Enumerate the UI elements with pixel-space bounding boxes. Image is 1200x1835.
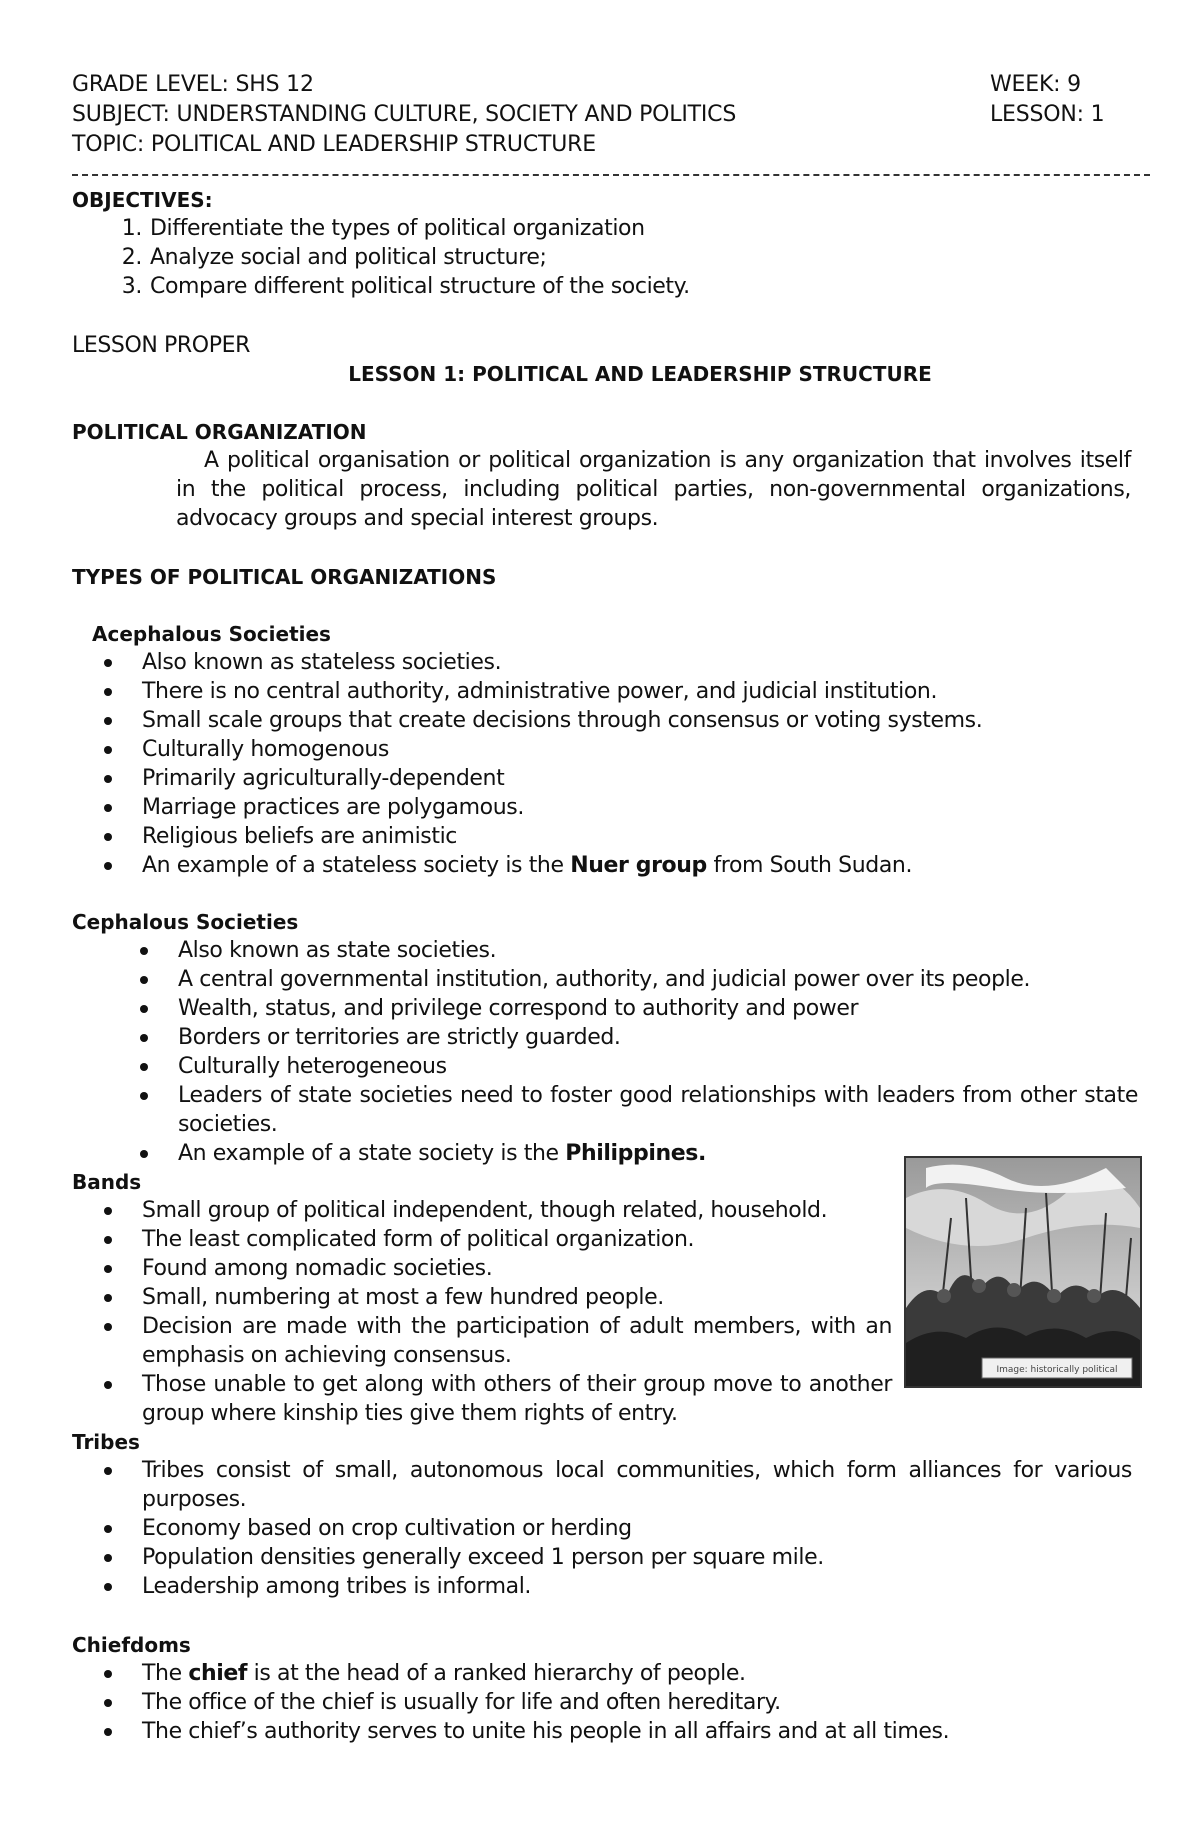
list-item: An example of a stateless society is the Nuer group from South Sudan.: [102, 851, 1102, 880]
list-item: There is no central authority, administrative power, and judicial institution.: [102, 677, 1102, 706]
list-item: Marriage practices are polygamous.: [102, 793, 1102, 822]
list-item: Tribes consist of small, autonomous local communities, which form alliances for various purposes.: [102, 1456, 1132, 1514]
bullet-icon: [140, 976, 148, 984]
bullet-icon: [104, 1670, 112, 1678]
bullet-icon: [104, 688, 112, 696]
acephalous-heading: Acephalous Societies: [92, 622, 331, 646]
list-item: Also known as state societies.: [138, 936, 1138, 965]
bullet-icon: [104, 1554, 112, 1562]
list-item: Small scale groups that create decisions through consensus or voting systems.: [102, 706, 1102, 735]
list-item: Leaders of state societies need to foster good relationships with leaders from other state societies.: [138, 1081, 1138, 1139]
list-item: Leadership among tribes is informal.: [102, 1572, 1132, 1601]
list-item: Religious beliefs are animistic: [102, 822, 1102, 851]
bullet-icon: [104, 1583, 112, 1591]
bullet-icon: [104, 1728, 112, 1736]
objective-item: 2. Analyze social and political structure;: [121, 245, 547, 270]
list-item: Found among nomadic societies.: [102, 1254, 892, 1283]
lesson-proper-label: LESSON PROPER: [72, 333, 250, 358]
bullet-icon: [104, 833, 112, 841]
topic: TOPIC: POLITICAL AND LEADERSHIP STRUCTURE: [72, 132, 596, 157]
bullet-icon: [104, 1699, 112, 1707]
list-item: Wealth, status, and privilege correspond to authority and power: [138, 994, 1138, 1023]
image-caption: Image: historically political: [996, 1365, 1118, 1375]
bullet-icon: [140, 947, 148, 955]
tribes-list: [102, 1456, 1132, 1601]
band-photo: [904, 1156, 1142, 1388]
tribes-heading: Tribes: [72, 1430, 140, 1454]
list-item: The office of the chief is usually for life and often hereditary.: [102, 1688, 1132, 1717]
objectives-list: [100, 214, 1000, 301]
list-item: Also known as stateless societies.: [102, 648, 1102, 677]
list-item: Primarily agriculturally-dependent: [102, 764, 1102, 793]
bullet-icon: [104, 775, 112, 783]
band-photo-image: [906, 1158, 1140, 1386]
objective-item: 1. Differentiate the types of political organization: [121, 216, 645, 241]
bullet-icon: [104, 862, 112, 870]
list-item: Culturally homogenous: [102, 735, 1102, 764]
bullet-icon: [140, 1063, 148, 1071]
chiefdoms-heading: Chiefdoms: [72, 1633, 191, 1657]
list-item: Borders or territories are strictly guarded.: [138, 1023, 1138, 1052]
list-item: Small, numbering at most a few hundred people.: [102, 1283, 892, 1312]
bullet-icon: [104, 1323, 112, 1331]
bullet-icon: [140, 1034, 148, 1042]
list-item: Decision are made with the participation of adult members, with an emphasis on achieving consensus.: [102, 1312, 892, 1370]
chiefdoms-list: [102, 1659, 1132, 1746]
bands-list: [102, 1196, 892, 1428]
grade-level: GRADE LEVEL: SHS 12: [72, 72, 314, 97]
bullet-icon: [104, 804, 112, 812]
bullet-icon: [104, 1525, 112, 1533]
bullet-icon: [140, 1005, 148, 1013]
subject: SUBJECT: UNDERSTANDING CULTURE, SOCIETY AND POLITICS: [72, 102, 737, 127]
bullet-icon: [104, 1381, 112, 1389]
header-divider: [72, 174, 1150, 176]
list-item: Small group of political independent, though related, household.: [102, 1196, 892, 1225]
cephalous-heading: Cephalous Societies: [72, 910, 299, 934]
list-item: Economy based on crop cultivation or herding: [102, 1514, 1132, 1543]
list-item: Population densities generally exceed 1 person per square mile.: [102, 1543, 1132, 1572]
week: WEEK: 9: [990, 72, 1081, 97]
types-heading: TYPES OF POLITICAL ORGANIZATIONS: [72, 565, 497, 589]
list-item: The chief is at the head of a ranked hierarchy of people.: [102, 1659, 1132, 1688]
list-item: The chief’s authority serves to unite his people in all affairs and at all times.: [102, 1717, 1132, 1746]
political-organization-heading: POLITICAL ORGANIZATION: [72, 420, 367, 444]
list-item: A central governmental institution, authority, and judicial power over its people.: [138, 965, 1138, 994]
lesson-number: LESSON: 1: [990, 102, 1105, 127]
acephalous-list: [102, 648, 1102, 880]
bullet-icon: [104, 746, 112, 754]
bullet-icon: [104, 659, 112, 667]
list-item: Those unable to get along with others of their group move to another group where kinship ties give them rights of entry.: [102, 1370, 892, 1428]
bullet-icon: [104, 1265, 112, 1273]
bullet-icon: [104, 1207, 112, 1215]
bullet-icon: [104, 1467, 112, 1475]
objective-item: 3. Compare different political structure of the society.: [121, 274, 690, 299]
objectives-heading: OBJECTIVES:: [72, 188, 213, 212]
bullet-icon: [104, 1294, 112, 1302]
lesson-title: LESSON 1: POLITICAL AND LEADERSHIP STRUCTURE: [348, 362, 932, 386]
list-item: An example of a state society is the Philippines.: [138, 1139, 1138, 1168]
bullet-icon: [140, 1092, 148, 1100]
cephalous-list: [138, 936, 1138, 1168]
political-organization-body: A political organisation or political organization is any organization that involves itself in the political process, including political parties, non-governmental organizations, advocacy groups and special interest groups.: [176, 448, 1131, 531]
bullet-icon: [140, 1150, 148, 1158]
bullet-icon: [104, 1236, 112, 1244]
bullet-icon: [104, 717, 112, 725]
bands-heading: Bands: [72, 1170, 142, 1194]
list-item: Culturally heterogeneous: [138, 1052, 1138, 1081]
list-item: The least complicated form of political organization.: [102, 1225, 892, 1254]
